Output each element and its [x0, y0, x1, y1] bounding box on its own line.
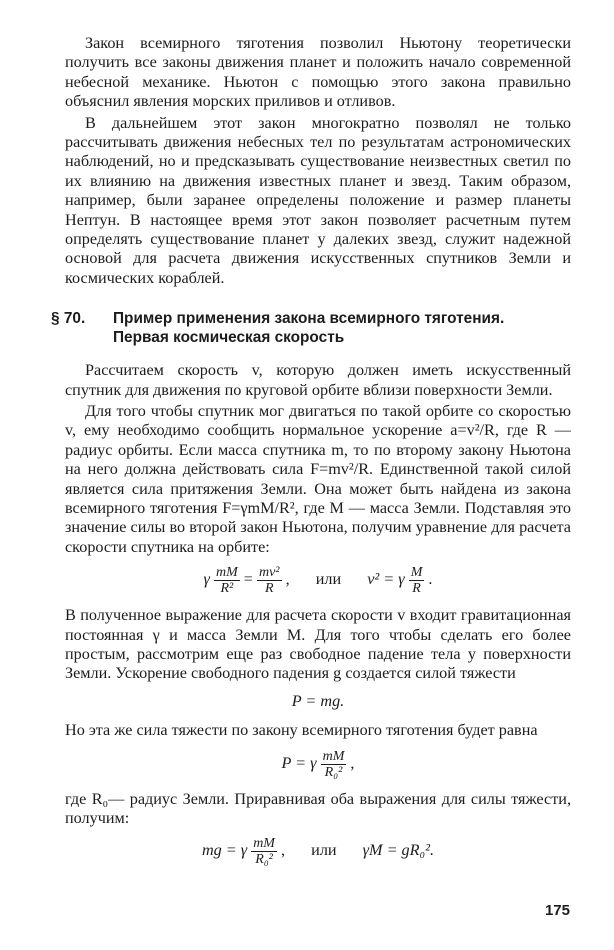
paragraph-newton-mechanics: Закон всемирного тяготения позволил Ньютону теоретически получить все законы движения планет и положить начало современной небесной механике. Ньютон с помощью этого закона правильно объяснил явления морских приливов и отливов. — [65, 34, 571, 111]
formula3-numerator: mM — [322, 748, 345, 764]
formula4-comma: , — [281, 841, 286, 860]
formula1-fraction-gravity — [214, 565, 240, 596]
page-number: 175 — [544, 901, 570, 919]
formula4-denominator: R₀² — [255, 852, 273, 868]
formula3-fraction — [321, 749, 347, 780]
formula1-or: или — [315, 570, 342, 589]
formula1-f3-denominator: R — [412, 581, 421, 597]
formula1-comma: , — [285, 570, 290, 589]
paragraph-intro-velocity: Рассчитаем скорость v, которую должен иметь искусственный спутник для движения по круговой орбите вблизи поверхности Земли. — [65, 361, 571, 399]
formula-gravity-weight — [65, 749, 571, 780]
formula1-f1-denominator: R² — [220, 581, 234, 597]
formula-weight: P = mg. — [291, 691, 345, 710]
formula4-rhs: γM = gR₀². — [362, 841, 435, 860]
formula-equate — [65, 836, 571, 867]
paragraph-derivation: Для того чтобы спутник мог двигаться по такой орбите со скоростью v, ему необходимо сообщить нормальное ускорение a=v²/R, где R — радиус орбиты. Если масса спутника m, то по второму закону Ньютона на него должна действовать сила F=mv²/R. Единственной такой силой является сила притяжения Земли. Она может быть найдена из закона всемирного тяготения F=γmM/R², где M — масса Земли. Подставляя это значение силы во второй закон Ньютона, получим уравнение для расчета скорости спутника на орбите: — [65, 401, 571, 556]
formula1-f3-numerator: M — [410, 565, 423, 581]
formula1-f2-denominator: R — [264, 581, 274, 597]
formula3-denominator: R₀² — [324, 764, 343, 780]
paragraph-predictions: В дальнейшем этот закон многократно позволял не только рассчитывать движения небесных тел по результатам астрономических наблюдений, но и предсказывать существование неизвестных светил по их влиянию на движения известных планет и звезд. Таким образом, например, были заранее определены положение и размер планеты Нептун. В настоящее время этот закон позволяет расчетным путем определять существование планет у далеких звезд, служит надежной основой для расчета движения искусственных спутников Земли и космических кораблей. — [65, 113, 571, 287]
paragraph-same-force: Но эта же сила тяжести по закону всемирного тяготения будет равна — [65, 721, 538, 740]
page-body — [51, 34, 571, 877]
section-title-line2: Первая космическая скорость — [113, 328, 345, 346]
paragraph-earth-radius: где R₀— радиус Земли. Приравнивая оба выражения для силы тяжести, получим: — [65, 789, 571, 827]
formula-orbit-equation — [65, 565, 571, 596]
section-title-line1: Пример применения закона всемирного тяготения. — [113, 310, 505, 328]
formula1-gamma: γ — [203, 570, 210, 589]
formula4-fraction — [251, 836, 277, 867]
formula1-lhs2: v² = γ — [367, 570, 405, 589]
paragraph-simplify: В полученное выражение для расчета скорости v входит гравитационная постоянная γ и масса Земли M. Для того чтобы сделать его более простым, рассмотрим еще раз свободное падение тела у поверхности Земли. Ускорение свободного падения g создается силой тяжести — [65, 606, 571, 683]
section-number: § 70. — [51, 310, 86, 328]
formula4-or: или — [311, 841, 337, 860]
formula3-lhs: P = γ — [281, 753, 317, 772]
formula4-lhs: mg = γ — [201, 841, 248, 860]
formula1-fraction-centripetal — [257, 565, 282, 596]
formula1-f2-numerator: mv² — [258, 565, 280, 581]
section-heading — [51, 310, 571, 347]
formula1-fraction-result — [409, 565, 425, 596]
formula4-numerator: mM — [253, 836, 275, 852]
formula1-period: . — [428, 570, 433, 589]
formula1-equals: = — [243, 570, 253, 589]
formula1-f1-numerator: mM — [215, 565, 238, 581]
formula3-comma: , — [350, 753, 355, 772]
